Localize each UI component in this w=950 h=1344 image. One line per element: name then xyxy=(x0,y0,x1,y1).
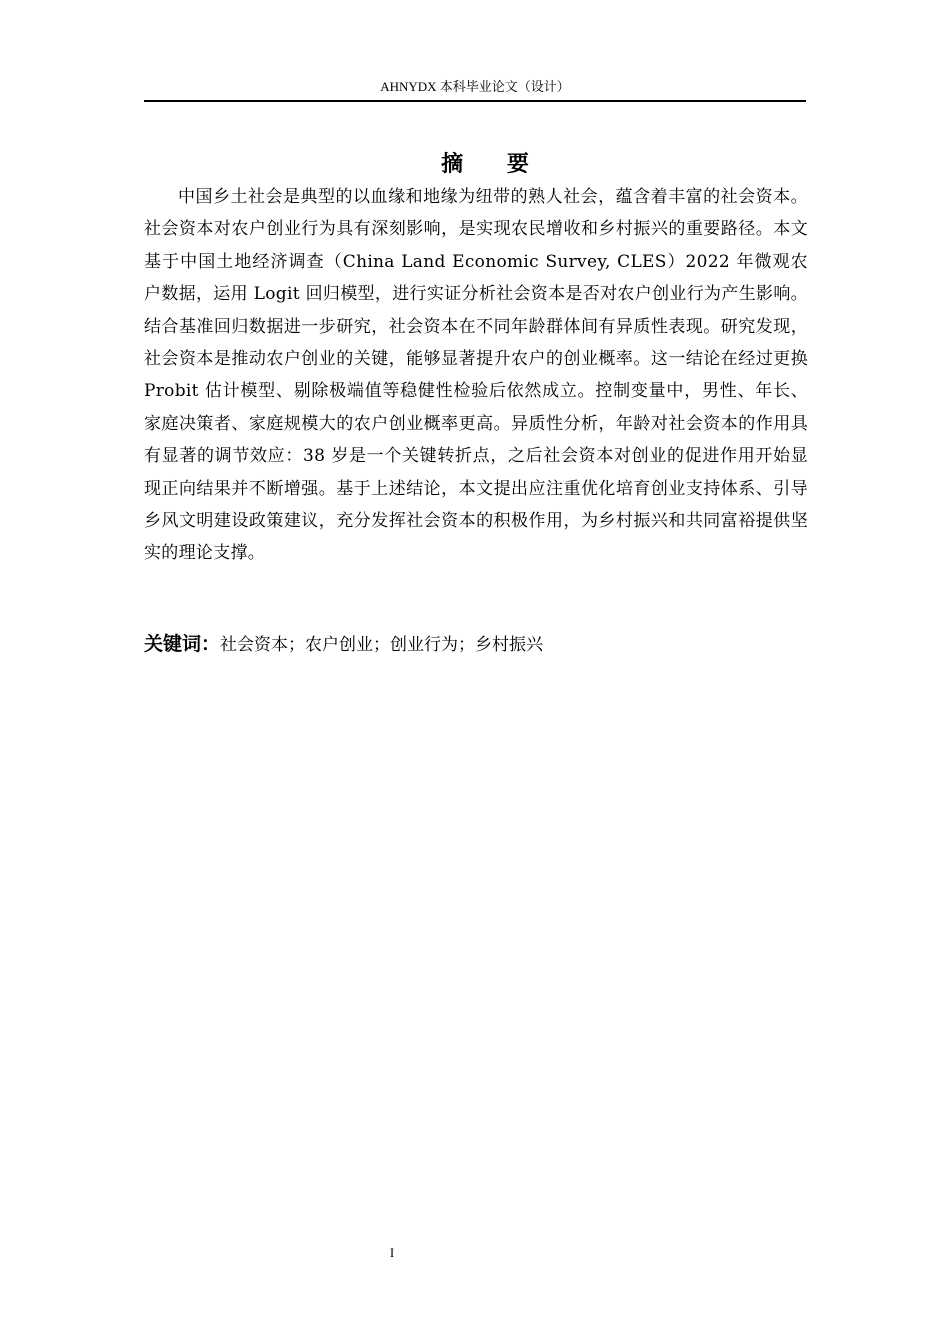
abstract-title: 摘 要 xyxy=(441,152,547,177)
keywords-line xyxy=(144,628,808,661)
abstract-body: 中国乡土社会是典型的以血缘和地缘为纽带的熟人社会，蕴含着丰富的社会资本。社会资本对农户创业行为具有深刻影响，是实现农民增收和乡村振兴的重要路径。本文基于中国土地经济调查（China Land Economic Survey, CLES）2022 年微观农户数据，运用 Logit 回归模型，进行实证分析社会资本是否对农户创业行为产生影响。结合基准回归数据进一步研究，社会资本在不同年龄群体间有异质性表现。研究发现，社会资本是推动农户创业的关键，能够显著提升农户的创业概率。这一结论在经过更换 Probit 估计模型、剔除极端值等稳健性检验后依然成立。控制变量中，男性、年长、家庭决策者、家庭规模大的农户创业概率更高。异质性分析，年龄对社会资本的作用具有显著的调节效应：38 岁是一个关键转折点，之后社会资本对创业的促进作用开始显现正向结果并不断增强。基于上述结论，本文提出应注重优化培育创业支持体系、引导乡风文明建设政策建议，充分发挥社会资本的积极作用，为乡村振兴和共同富裕提供坚实的理论支撑。 xyxy=(144,187,808,564)
keywords-list: 社会资本；农户创业；创业行为；乡村振兴 xyxy=(220,635,544,655)
page-number: I xyxy=(389,1245,395,1260)
header-rule xyxy=(144,100,806,102)
running-header: AHNYDX 本科毕业论文（设计） xyxy=(380,79,570,94)
keywords-label: 关键词： xyxy=(144,633,221,655)
